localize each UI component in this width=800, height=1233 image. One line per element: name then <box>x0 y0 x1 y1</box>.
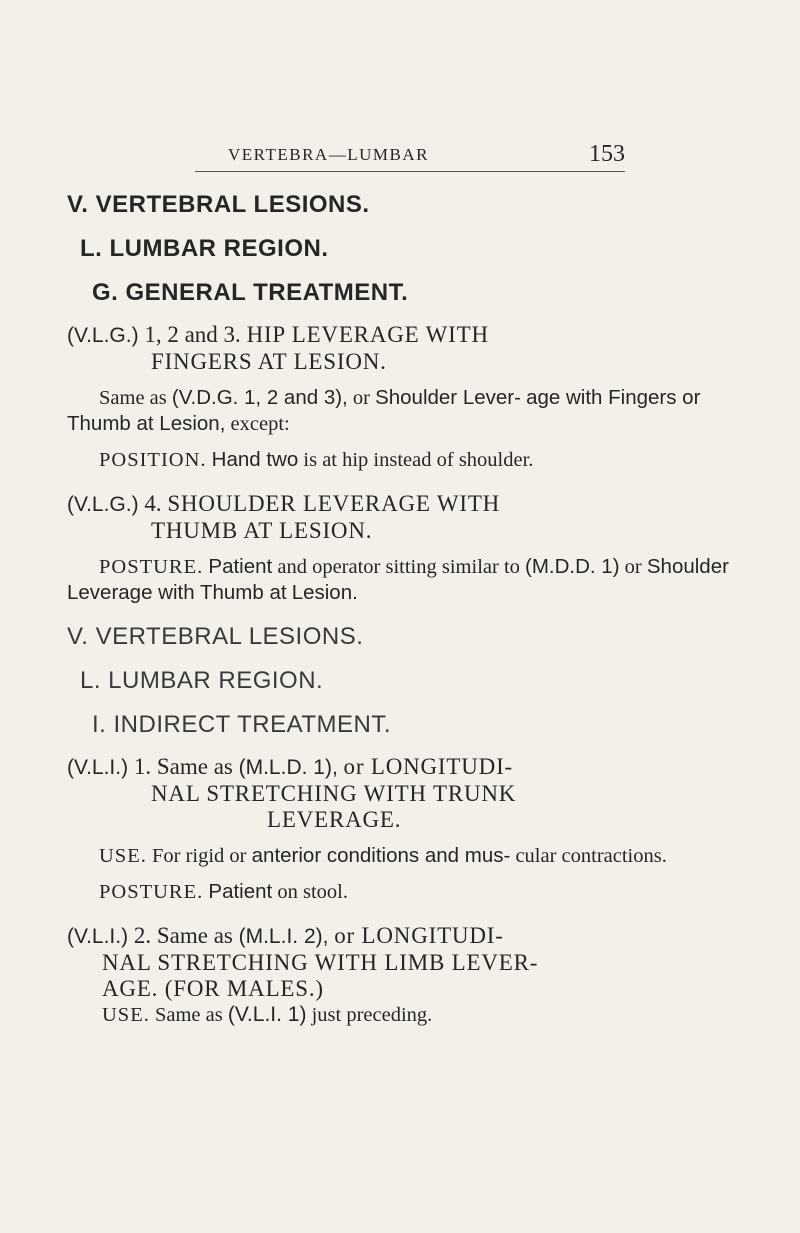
para-sans-text: Patient <box>208 555 273 578</box>
entry-paragraph <box>67 879 747 905</box>
para-text: and operator sitting similar <box>277 556 499 578</box>
running-head <box>195 141 625 172</box>
entry-code: (V.L.I.) <box>67 925 129 948</box>
entry-reference: (M.L.D. 1), <box>238 756 338 779</box>
para-reference: (V.D.G. 1, 2 and 3), <box>171 386 348 409</box>
entry-numbers: 2. <box>133 923 152 948</box>
entry-paragraph <box>67 843 747 869</box>
entry-code: (V.L.G.) <box>67 324 139 347</box>
entry-vlg-1-2-3 <box>67 322 747 473</box>
entry-paragraph <box>67 385 747 437</box>
entry-numbers: 1. <box>133 754 152 779</box>
section-heading-general-treatment: G. GENERAL TREATMENT. <box>92 279 409 306</box>
entry-title-text: SHOULDER LEVERAGE WITH <box>167 491 501 516</box>
para-lead: POSTURE. <box>99 556 204 578</box>
para-sans-text: Hand two <box>211 448 299 471</box>
para-text: just preceding. <box>311 1004 433 1026</box>
entry-numbers: 1, 2 and 3. <box>144 322 241 347</box>
para-text: to <box>503 556 520 578</box>
page-number: 153 <box>589 141 625 167</box>
section-2-headings <box>67 622 747 740</box>
entry-title <box>67 754 747 833</box>
para-text: hip instead of <box>342 449 454 471</box>
para-lead: USE. <box>99 845 147 867</box>
para-text: is at <box>303 449 337 471</box>
entry-title-text: or LONGITUDI- <box>343 754 513 779</box>
entry-reference: (M.L.I. 2), <box>238 925 329 948</box>
entry-title-text: Same as <box>156 923 233 948</box>
entry-title-continuation: FINGERS AT LESION. <box>151 349 387 374</box>
para-sans-text: Lesion. <box>291 581 358 604</box>
entry-title-text: HIP LEVERAGE WITH <box>246 322 489 347</box>
para-lead: POSITION. <box>99 449 207 471</box>
section-heading-lumbar-region-2: L. LUMBAR REGION. <box>80 667 324 694</box>
para-text: For rigid or <box>151 845 247 867</box>
entry-title-continuation: THUMB AT LESION. <box>151 518 373 543</box>
para-sans-text: age with Fingers or Thumb at Lesion, <box>67 386 701 435</box>
entry-title-text: Same as <box>156 754 233 779</box>
para-text: Same as <box>154 1004 223 1026</box>
entry-title-continuation: LEVERAGE. <box>267 807 402 832</box>
para-text: except: <box>230 413 290 435</box>
para-text: cular contractions. <box>515 845 667 867</box>
entry-title-continuation: AGE. (FOR MALES.) <box>102 976 324 1001</box>
entry-paragraph <box>67 1002 747 1028</box>
entry-code: (V.L.I.) <box>67 756 129 779</box>
para-reference: (M.D.D. 1) <box>525 555 620 578</box>
section-heading-lumbar-region: L. LUMBAR REGION. <box>80 235 329 262</box>
entry-paragraph <box>67 554 747 606</box>
entry-vli-1 <box>67 754 747 905</box>
entry-title-text: or LONGITUDI- <box>334 923 504 948</box>
entry-title-continuation: NAL STRETCHING WITH TRUNK <box>151 781 517 806</box>
para-lead: USE. <box>102 1004 150 1026</box>
running-title: VERTEBRA—LUMBAR <box>228 145 429 164</box>
section-heading-indirect-treatment: I. INDIRECT TREATMENT. <box>92 711 392 738</box>
entry-code: (V.L.G.) <box>67 493 139 516</box>
entry-title <box>67 923 747 1002</box>
entry-title-continuation: NAL STRETCHING WITH LIMB LEVER- <box>102 950 539 975</box>
entry-vli-2 <box>67 923 747 1028</box>
entry-title <box>67 491 747 544</box>
para-text: or <box>624 556 642 578</box>
para-lead: POSTURE. <box>99 881 204 903</box>
para-text: shoulder. <box>458 449 534 471</box>
section-heading-vertebral-lesions-2: V. VERTEBRAL LESIONS. <box>67 623 364 650</box>
para-sans-text: anterior conditions and mus- <box>251 844 511 867</box>
para-text: Same as <box>99 387 167 409</box>
para-text: or <box>352 387 370 409</box>
para-text: on stool. <box>277 881 348 903</box>
para-sans-text: Patient <box>208 880 273 903</box>
section-heading-vertebral-lesions: V. VERTEBRAL LESIONS. <box>67 191 370 218</box>
entry-vlg-4 <box>67 491 747 606</box>
page-content <box>67 190 747 1028</box>
para-sans-text: Shoulder Leverage with Thumb at <box>67 555 729 604</box>
entry-title <box>67 322 747 375</box>
para-sans-text: Shoulder Lever- <box>375 386 521 409</box>
entry-paragraph <box>67 447 747 473</box>
para-reference: (V.L.I. 1) <box>227 1003 307 1026</box>
entry-numbers: 4. <box>144 491 162 516</box>
